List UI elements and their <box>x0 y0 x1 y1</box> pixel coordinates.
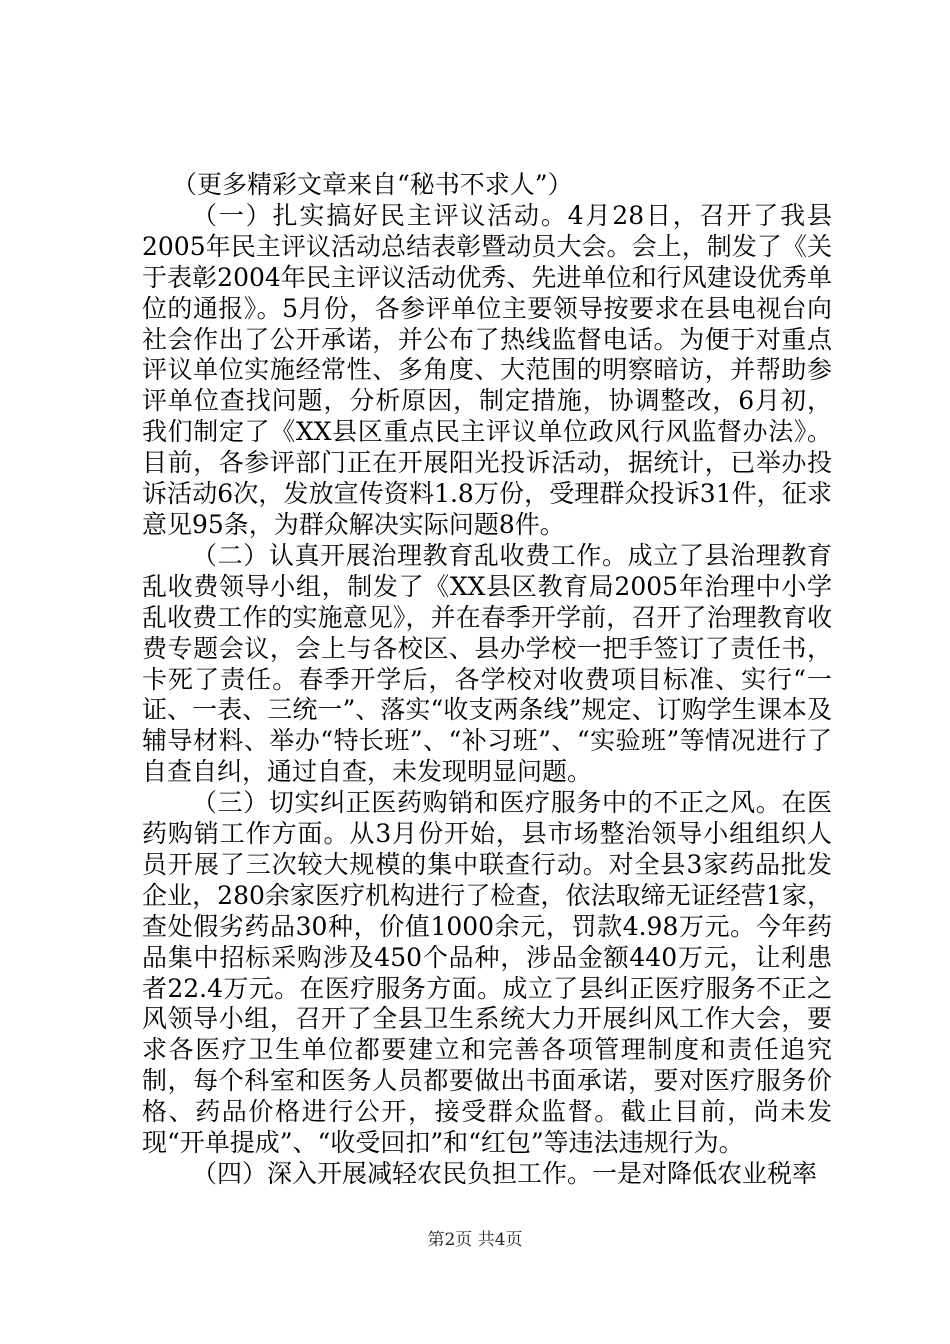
paragraph-1: （一）扎实搞好民主评议活动。4月28日，召开了我县2005年民主评议活动总结表彰暨动员大会。会上，制发了《关于表彰2004年民主评议活动优秀、先进单位和行风建设优秀单位的通报》。5月份，各参评单位主要领导按要求在县电视台向社会作出了公开承诺，并公布了热线监督电话。为便于对重点评议单位实施经常性、多角度、大范围的明察暗访，并帮助参评单位查找问题，分析原因，制定措施，协调整改，6月初，我们制定了《XX县区重点民主评议单位政风行风监督办法》。目前，各参评部门正在开展阳光投诉活动，据统计，已举办投诉活动6次，发放宣传资料1.8万份，受理群众投诉31件，征求意见95条，为群众解决实际问题8件。 <box>142 200 832 539</box>
page-footer: 第2页 共4页 <box>427 1230 523 1250</box>
source-note: （更多精彩文章来自“秘书不求人”） <box>172 170 573 199</box>
paragraph-2: （二）认真开展治理教育乱收费工作。成立了县治理教育乱收费领导小组，制发了《XX县区教育局2005年治理中小学乱收费工作的实施意见》，并在春季开学前，召开了治理教育收费专题会议，会上与各校区、县办学校一把手签订了责任书，卡死了责任。春季开学后，各学校对收费项目标准、实行“一证、一表、三统一”、落实“收支两条线”规定、订购学生课本及辅导材料、举办“特长班”、“补习班”、“实验班”等情况进行了自查自纠，通过自查，未发现明显问题。 <box>142 540 832 787</box>
paragraph-3: （三）切实纠正医药购销和医疗服务中的不正之风。在医药购销工作方面。从3月份开始，县市场整治领导小组组织人员开展了三次较大规模的集中联查行动。对全县3家药品批发企业，280余家医疗机构进行了检查，依法取缔无证经营1家，查处假劣药品30种，价值1000余元，罚款4.98万元。今年药品集中招标采购涉及450个品种，涉品金额440万元，让利患者22.4万元。在医疗服务方面。成立了县纠正医疗服务不正之风领导小组，召开了全县卫生系统大力开展纠风工作大会，要求各医疗卫生单位都要建立和完善各项管理制度和责任追究制，每个科室和医务人员都要做出书面承诺，要对医疗服务价格、药品价格进行公开，接受群众监督。截止目前，尚未发现“开单提成”、“收受回扣”和“红包”等违法违规行为。 <box>142 788 832 1158</box>
paragraph-4: （四）深入开展减轻农民负担工作。一是对降低农业税率 <box>192 1159 818 1188</box>
document-body <box>142 170 832 1190</box>
